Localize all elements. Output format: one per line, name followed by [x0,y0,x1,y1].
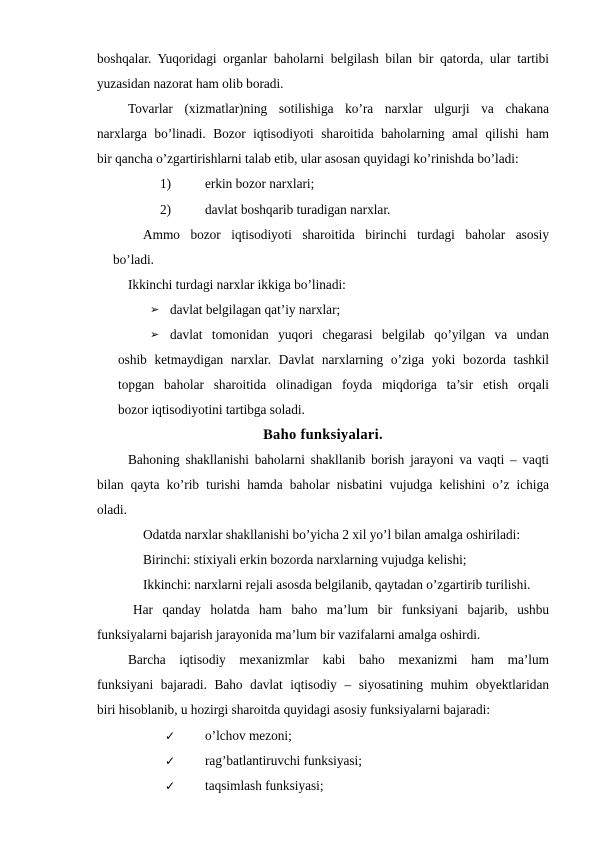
list-number: 2) [160,202,172,217]
list-item: davlat boshqarib turadigan narxlar. [205,202,391,217]
paragraph-line: funksiyani bajaradi. Baho davlat iqtisodiy – siyosatining muhim obyektlaridan [97,677,549,692]
bullet-item-line: topgan baholar sharoitida olinadigan foyda miqdoriga ta’sir etish orqali [118,377,549,392]
paragraph-line: boshqalar. Yuqoridagi organlar baholarni belgilash bilan bir qatorda, ular tartibi [97,51,549,66]
bullet-item-line: bozor iqtisodiyotini tartibga soladi. [118,402,305,417]
arrow-bullet-icon: ➢ [150,303,160,316]
paragraph-line: bilan qayta ko’rib turishi hamda baholar nisbatini vujudga kelishini o’z ichiga [97,477,549,492]
paragraph-line: oladi. [97,502,127,517]
paragraph-line: Ammo bozor iqtisodiyoti sharoitida birinchi turdagi baholar asosiy [143,227,549,242]
list-item: erkin bozor narxlari; [205,176,315,191]
paragraph-line: bo’ladi. [113,252,154,267]
paragraph-line: Barcha iqtisodiy mexanizmlar kabi baho mexanizmi ham ma’lum [128,652,549,667]
check-item: taqsimlash funksiyasi; [205,778,324,793]
list-number: 1) [160,176,172,191]
paragraph-line: Ikkinchi turdagi narxlar ikkiga bo’linadi: [128,277,346,292]
paragraph-line: yuzasidan nazorat ham olib boradi. [97,76,284,91]
paragraph-line: Bahoning shakllanishi baholarni shakllanib borish jarayoni va vaqti – vaqti [128,452,549,467]
bullet-item: davlat tomonidan yuqori chegarasi belgilab qo’yilgan va undan [170,327,549,342]
check-item: o’lchov mezoni; [205,728,292,743]
bullet-item-line: oshib ketmaydigan narxlar. Davlat narxlarning o’ziga yoki bozorda tashkil [118,352,549,367]
paragraph-line: Ikkinchi: narxlarni rejali asosda belgilanib, qaytadan o’zgartirib turilishi. [143,577,531,592]
bullet-item: davlat belgilagan qat’iy narxlar; [170,302,341,317]
paragraph-line: Odatda narxlar shakllanishi bo’yicha 2 xil yo’l bilan amalga oshiriladi: [143,527,521,542]
checkmark-icon: ✓ [165,779,176,793]
checkmark-icon: ✓ [165,729,176,743]
checkmark-icon: ✓ [165,754,176,768]
paragraph-line: Tovarlar (xizmatlar)ning sotilishiga ko’ra narxlar ulgurji va chakana [128,101,549,116]
paragraph-line: Birinchi: stixiyali erkin bozorda narxlarning vujudga kelishi; [143,552,467,567]
arrow-bullet-icon: ➢ [150,328,160,341]
section-heading: Baho funksiyalari. [263,427,383,443]
check-item: rag’batlantiruvchi funksiyasi; [205,753,362,768]
paragraph-line: Har qanday holatda ham baho ma’lum bir funksiyani bajarib, ushbu [133,602,549,617]
paragraph-line: biri hisoblanib, u hozirgi sharoitda quyidagi asosiy funksiyalarni bajaradi: [97,702,491,717]
paragraph-line: funksiyalarni bajarish jarayonida ma’lum bir vazifalarni amalga oshirdi. [97,627,481,642]
paragraph-line: bir qancha o’zgartirishlarni talab etib, ular asosan quyidagi ko’rinishda bo’ladi: [97,151,519,166]
paragraph-line: narxlarga bo’linadi. Bozor iqtisodiyoti sharoitida baholarning amal qilishi ham [97,126,549,141]
